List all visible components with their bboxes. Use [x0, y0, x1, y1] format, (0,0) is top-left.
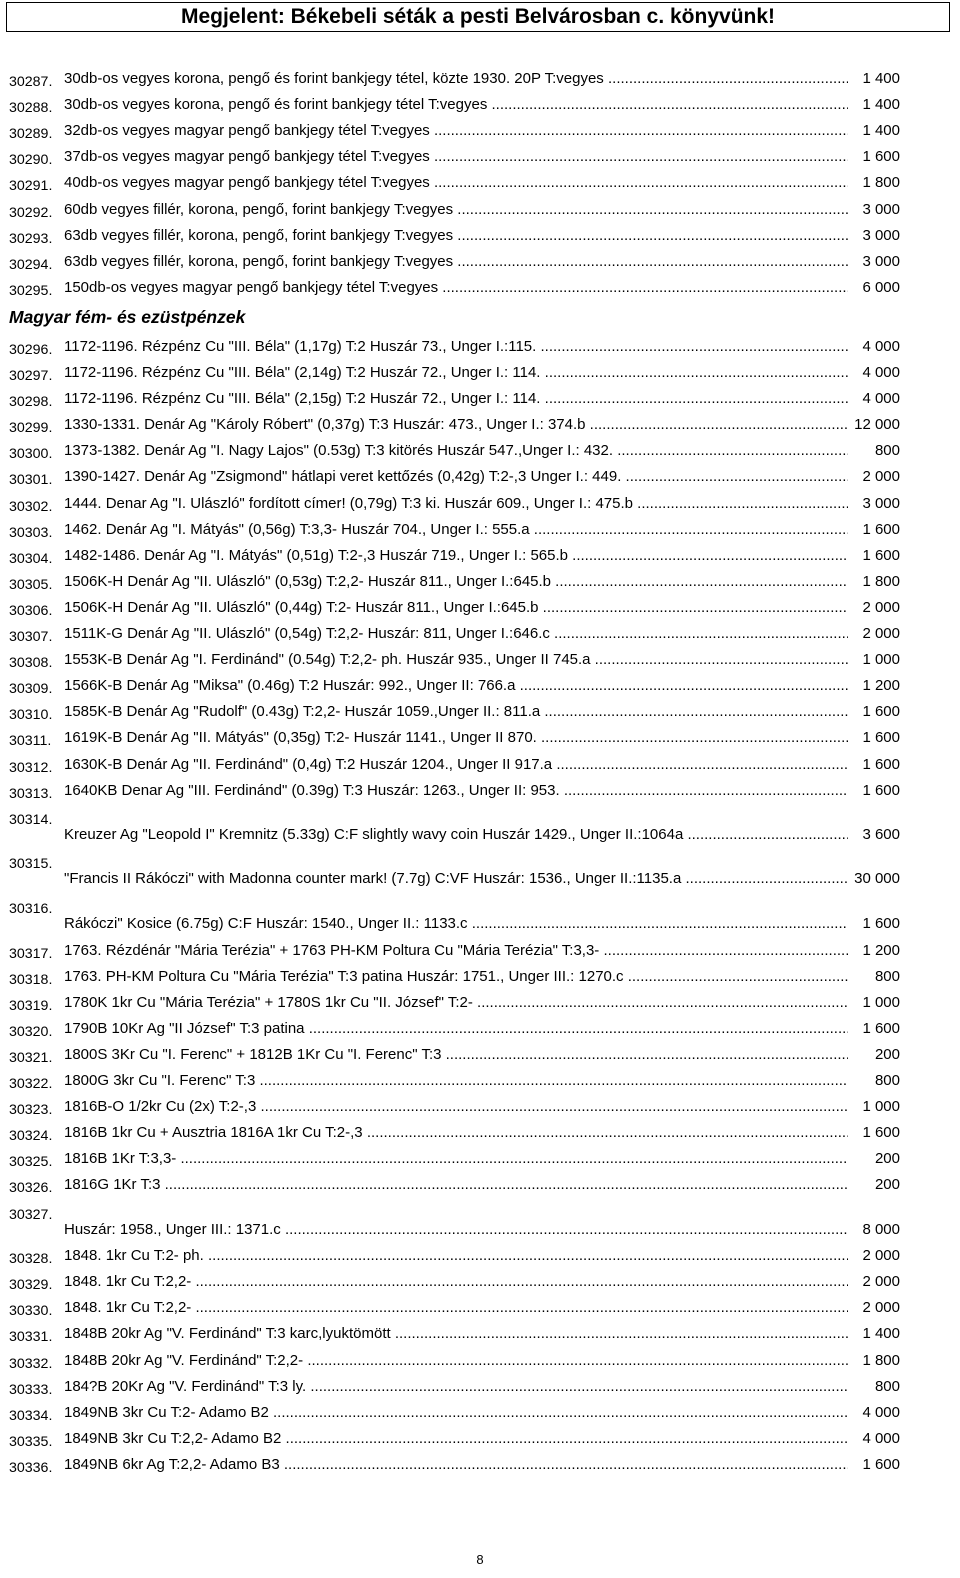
lot-number: 30334. — [9, 1407, 53, 1424]
lot-description: 1553K-B Denár Ag "I. Ferdinánd" (0.54g) T:2,2- ph. Huszár 935., Unger II 745.a ..... — [64, 651, 848, 668]
lot-number: 30295. — [9, 282, 53, 299]
lot-description: 1506K-H Denár Ag "II. Ulászló" (0,44g) T:2- Huszár 811., Unger I.:645.b ..... — [64, 599, 848, 616]
lot-number: 30316. — [9, 900, 53, 917]
lot-number: 30298. — [9, 394, 53, 411]
lot-price: 2 000 — [862, 1299, 900, 1317]
lot-number: 30333. — [9, 1381, 53, 1398]
lot-description: "Francis II Rákóczi" with Madonna counter mark! (7.7g) C:VF Huszár: 1536., Unger II.:1135.a ..... — [64, 870, 848, 887]
lot-description: 1172-1196. Rézpénz Cu "III. Béla" (2,14g) T:2 Huszár 72., Unger I.: 114. ..... — [64, 364, 848, 381]
page-number: 8 — [476, 1552, 484, 1567]
lot-number: 30312. — [9, 759, 53, 776]
lot-number: 30336. — [9, 1459, 53, 1476]
lot-number: 30291. — [9, 178, 53, 195]
lot-description: 40db-os vegyes magyar pengő bankjegy tétel T:vegyes ..... — [64, 174, 848, 191]
lot-description: 1373-1382. Denár Ag "I. Nagy Lajos" (0.53g) T:3 kitörés Huszár 547.,Unger I.: 432. ..... — [64, 442, 848, 459]
lot-description: 63db vegyes fillér, korona, pengő, forint bankjegy T:vegyes ..... — [64, 227, 848, 244]
lot-number: 30289. — [9, 126, 53, 143]
lot-price: 2 000 — [862, 625, 900, 642]
lot-price: 3 000 — [862, 252, 900, 270]
lot-number: 30305. — [9, 576, 53, 593]
lot-description: 1763. PH-KM Poltura Cu "Mária Terézia" T:3 patina Huszár: 1751., Unger III.: 1270.c ..... — [64, 968, 848, 985]
lot-number: 30326. — [9, 1180, 53, 1197]
lot-price: 800 — [874, 1377, 900, 1395]
lot-description: 1816B-O 1/2kr Cu (2x) T:2-,3 ..... — [64, 1098, 848, 1115]
lot-price: 1 800 — [862, 1351, 900, 1369]
lot-description: 1848. 1kr Cu T:2,2- ..... — [64, 1299, 848, 1316]
lot-price: 1 400 — [862, 122, 900, 140]
lot-description: 1780K 1kr Cu "Mária Terézia" + 1780S 1kr Cu "II. József" T:2- ..... — [64, 994, 848, 1011]
lot-number: 30288. — [9, 100, 53, 117]
lot-description: 1390-1427. Denár Ag "Zsigmond" hátlapi veret kettőzés (0,42g) T:2-,3 Unger I.: 449. ..... — [64, 468, 848, 485]
lot-price: 1 600 — [862, 781, 900, 799]
lot-description: 1848. 1kr Cu T:2- ph. ..... — [64, 1247, 848, 1264]
lot-price: 1 600 — [862, 755, 900, 773]
lot-number: 30311. — [9, 733, 52, 750]
lot-description: 1482-1486. Denár Ag "I. Mátyás" (0,51g) T:2-,3 Huszár 719., Unger I.: 565.b ..... — [64, 547, 848, 564]
lot-price: 1 200 — [862, 941, 900, 959]
lot-description: 1800S 3Kr Cu "I. Ferenc" + 1812B 1Kr Cu "I. Ferenc" T:3 ..... — [64, 1046, 848, 1063]
lot-price: 30 000 — [854, 870, 900, 888]
lot-price: 3 000 — [862, 226, 900, 244]
lot-number: 30313. — [9, 785, 53, 802]
lot-number: 30319. — [9, 997, 53, 1014]
lot-number: 30324. — [9, 1128, 53, 1145]
lot-description: 184?B 20Kr Ag "V. Ferdinánd" T:3 ly. ..... — [64, 1378, 848, 1395]
lot-price: 1 000 — [862, 1098, 900, 1116]
lot-number: 30292. — [9, 204, 53, 221]
lot-number: 30296. — [9, 341, 53, 358]
lot-price: 1 000 — [862, 651, 900, 669]
lot-price: 6 000 — [862, 278, 900, 296]
lot-description: 1849NB 3kr Cu T:2,2- Adamo B2 ..... — [64, 1430, 848, 1447]
lot-description: 1763. Rézdénár "Mária Terézia" + 1763 PH-KM Poltura Cu "Mária Terézia" T:3,3- ..... — [64, 942, 848, 959]
lot-number: 30317. — [9, 945, 53, 962]
lot-price: 1 400 — [862, 96, 900, 114]
lot-price: 1 800 — [862, 174, 900, 192]
lot-description: 1848. 1kr Cu T:2,2- ..... — [64, 1273, 848, 1290]
lot-price: 1 400 — [862, 70, 900, 87]
lot-price: 1 600 — [862, 703, 900, 721]
lot-price: 3 000 — [862, 494, 900, 512]
lot-number: 30287. — [9, 74, 53, 90]
lot-price: 800 — [874, 1072, 900, 1089]
lot-number: 30329. — [9, 1277, 53, 1294]
lot-description: 1172-1196. Rézpénz Cu "III. Béla" (1,17g) T:2 Huszár 73., Unger I.:115. ..... — [64, 338, 848, 355]
lot-price: 200 — [874, 1045, 900, 1063]
lot-number: 30310. — [9, 707, 53, 724]
lot-price: 1 400 — [862, 1325, 900, 1343]
lot-description: 1849NB 6kr Ag T:2,2- Adamo B3 ..... — [64, 1456, 848, 1473]
lot-number: 30297. — [9, 368, 53, 384]
lot-description: 1816B 1kr Cu + Ausztria 1816A 1kr Cu T:2-,3 ..... — [64, 1124, 848, 1141]
lot-description: 63db vegyes fillér, korona, pengő, forint bankjegy T:vegyes ..... — [64, 253, 848, 270]
lot-price: 2 000 — [862, 1273, 900, 1291]
lot-description: 37db-os vegyes magyar pengő bankjegy tétel T:vegyes ..... — [64, 148, 848, 165]
lot-description: Rákóczi" Kosice (6.75g) C:F Huszár: 1540., Unger II.: 1133.c ..... — [64, 915, 848, 932]
lot-description: 60db vegyes fillér, korona, pengő, forint bankjegy T:vegyes ..... — [64, 201, 848, 218]
lot-number: 30314. — [9, 811, 53, 828]
lot-description: 1619K-B Denár Ag "II. Mátyás" (0,35g) T:2- Huszár 1141., Unger II 870. ..... — [64, 729, 848, 746]
lot-description: 1790B 10Kr Ag "II József" T:3 patina ..... — [64, 1020, 848, 1037]
lot-number: 30335. — [9, 1433, 53, 1450]
lot-price: 1 600 — [862, 148, 900, 166]
lot-number: 30309. — [9, 681, 53, 698]
lot-description: 1848B 20kr Ag "V. Ferdinánd" T:2,2- ..... — [64, 1352, 848, 1369]
lot-number: 30332. — [9, 1355, 53, 1372]
announcement-banner: Megjelent: Békebeli séták a pesti Belvárosban c. könyvünk! — [6, 2, 950, 32]
lot-price: 4 000 — [862, 390, 900, 408]
lot-description: Huszár: 1958., Unger III.: 1371.c ..... — [64, 1221, 848, 1238]
lot-number: 30300. — [9, 446, 53, 463]
lot-price: 2 000 — [862, 1247, 900, 1265]
lot-price: 3 600 — [862, 825, 900, 843]
lot-description: 32db-os vegyes magyar pengő bankjegy tétel T:vegyes ..... — [64, 122, 848, 139]
lot-price: 4 000 — [862, 364, 900, 381]
lot-price: 2 000 — [862, 468, 900, 486]
lot-number: 30290. — [9, 152, 53, 169]
lot-price: 200 — [874, 1176, 900, 1194]
lot-description: 1462. Denár Ag "I. Mátyás" (0,56g) T:3,3- Huszár 704., Unger I.: 555.a ..... — [64, 521, 848, 538]
lot-number: 30318. — [9, 971, 53, 988]
lot-number: 30331. — [9, 1329, 53, 1346]
lot-description: 1816G 1Kr T:3 ..... — [64, 1176, 848, 1193]
lot-price: 1 600 — [862, 914, 900, 932]
lot-description: 1816B 1Kr T:3,3- ..... — [64, 1150, 848, 1167]
lot-description: 1800G 3kr Cu "I. Ferenc" T:3 ..... — [64, 1072, 848, 1089]
lot-price: 3 000 — [862, 200, 900, 218]
lot-price: 1 800 — [862, 572, 900, 590]
lot-description: 1849NB 3kr Cu T:2- Adamo B2 ..... — [64, 1404, 848, 1421]
lot-price: 1 600 — [862, 1455, 900, 1473]
lot-number: 30315. — [9, 856, 53, 873]
lot-number: 30307. — [9, 629, 53, 645]
lot-description: 1630K-B Denár Ag "II. Ferdinánd" (0,4g) T:2 Huszár 1204., Unger II 917.a ..... — [64, 756, 848, 773]
lot-price: 200 — [874, 1150, 900, 1168]
lot-description: 30db-os vegyes korona, pengő és forint bankjegy tétel T:vegyes ..... — [64, 96, 848, 113]
lot-description: Kreuzer Ag "Leopold I" Kremnitz (5.33g) C:F slightly wavy coin Huszár 1429., Unger II.:1064a ..... — [64, 826, 848, 843]
lot-number: 30322. — [9, 1076, 53, 1092]
lot-description: 1848B 20kr Ag "V. Ferdinánd" T:3 karc,lyuktömött ..... — [64, 1325, 848, 1342]
lot-number: 30294. — [9, 256, 53, 273]
lot-number: 30325. — [9, 1154, 53, 1171]
lot-description: 1640KB Denar Ag "III. Ferdinánd" (0.39g) T:3 Huszár: 1263., Unger II: 953. ..... — [64, 782, 848, 799]
lot-description: 1566K-B Denár Ag "Miksa" (0.46g) T:2 Huszár: 992., Unger II: 766.a ..... — [64, 677, 848, 694]
lot-number: 30306. — [9, 602, 53, 619]
lot-number: 30323. — [9, 1102, 53, 1119]
lot-price: 4 000 — [862, 337, 900, 355]
lot-price: 1 600 — [862, 520, 900, 538]
lot-number: 30308. — [9, 655, 53, 672]
lot-price: 1 200 — [862, 677, 900, 695]
lot-description: 1511K-G Denár Ag "II. Ulászló" (0,54g) T:2,2- Huszár: 811, Unger I.:646.c ..... — [64, 625, 848, 642]
lot-number: 30301. — [9, 472, 53, 489]
lot-price: 1 000 — [862, 993, 900, 1011]
lot-description: 30db-os vegyes korona, pengő és forint bankjegy tétel, közte 1930. 20P T:vegyes ..... — [64, 70, 848, 87]
lot-number: 30320. — [9, 1023, 53, 1040]
lot-price: 4 000 — [862, 1403, 900, 1421]
lot-price: 4 000 — [862, 1429, 900, 1447]
lot-number: 30303. — [9, 524, 53, 541]
lot-description: 1444. Denar Ag "I. Ulászló" fordított címer! (0,79g) T:3 ki. Huszár 609., Unger I.: 475.b ..... — [64, 495, 848, 512]
lot-price: 8 000 — [862, 1220, 900, 1238]
lot-description: 1330-1331. Denár Ag "Károly Róbert" (0,37g) T:3 Huszár: 473., Unger I.: 374.b ..... — [64, 416, 848, 433]
lot-price: 1 600 — [862, 546, 900, 564]
section-title: Magyar fém- és ezüstpénzek — [9, 306, 246, 327]
lot-price: 1 600 — [862, 1019, 900, 1037]
lot-price: 800 — [874, 967, 900, 985]
lot-number: 30321. — [9, 1049, 53, 1066]
lot-price: 800 — [874, 442, 900, 460]
lot-number: 30327. — [9, 1206, 53, 1223]
lot-description: 150db-os vegyes magyar pengő bankjegy tétel T:vegyes ..... — [64, 279, 848, 296]
lot-number: 30299. — [9, 420, 53, 437]
lot-number: 30330. — [9, 1303, 53, 1320]
lot-number: 30304. — [9, 550, 53, 567]
lot-price: 12 000 — [854, 416, 900, 434]
lot-description: 1172-1196. Rézpénz Cu "III. Béla" (2,15g) T:2 Huszár 72., Unger I.: 114. ..... — [64, 390, 848, 407]
lot-number: 30328. — [9, 1251, 53, 1268]
lot-price: 2 000 — [862, 598, 900, 616]
lot-description: 1506K-H Denár Ag "II. Ulászló" (0,53g) T:2,2- Huszár 811., Unger I.:645.b ..... — [64, 573, 848, 590]
lot-number: 30293. — [9, 230, 53, 247]
lot-number: 30302. — [9, 498, 53, 515]
lot-price: 1 600 — [862, 729, 900, 747]
lot-description: 1585K-B Denár Ag "Rudolf" (0.43g) T:2,2- Huszár 1059.,Unger II.: 811.a ..... — [64, 703, 848, 720]
lot-price: 1 600 — [862, 1124, 900, 1142]
